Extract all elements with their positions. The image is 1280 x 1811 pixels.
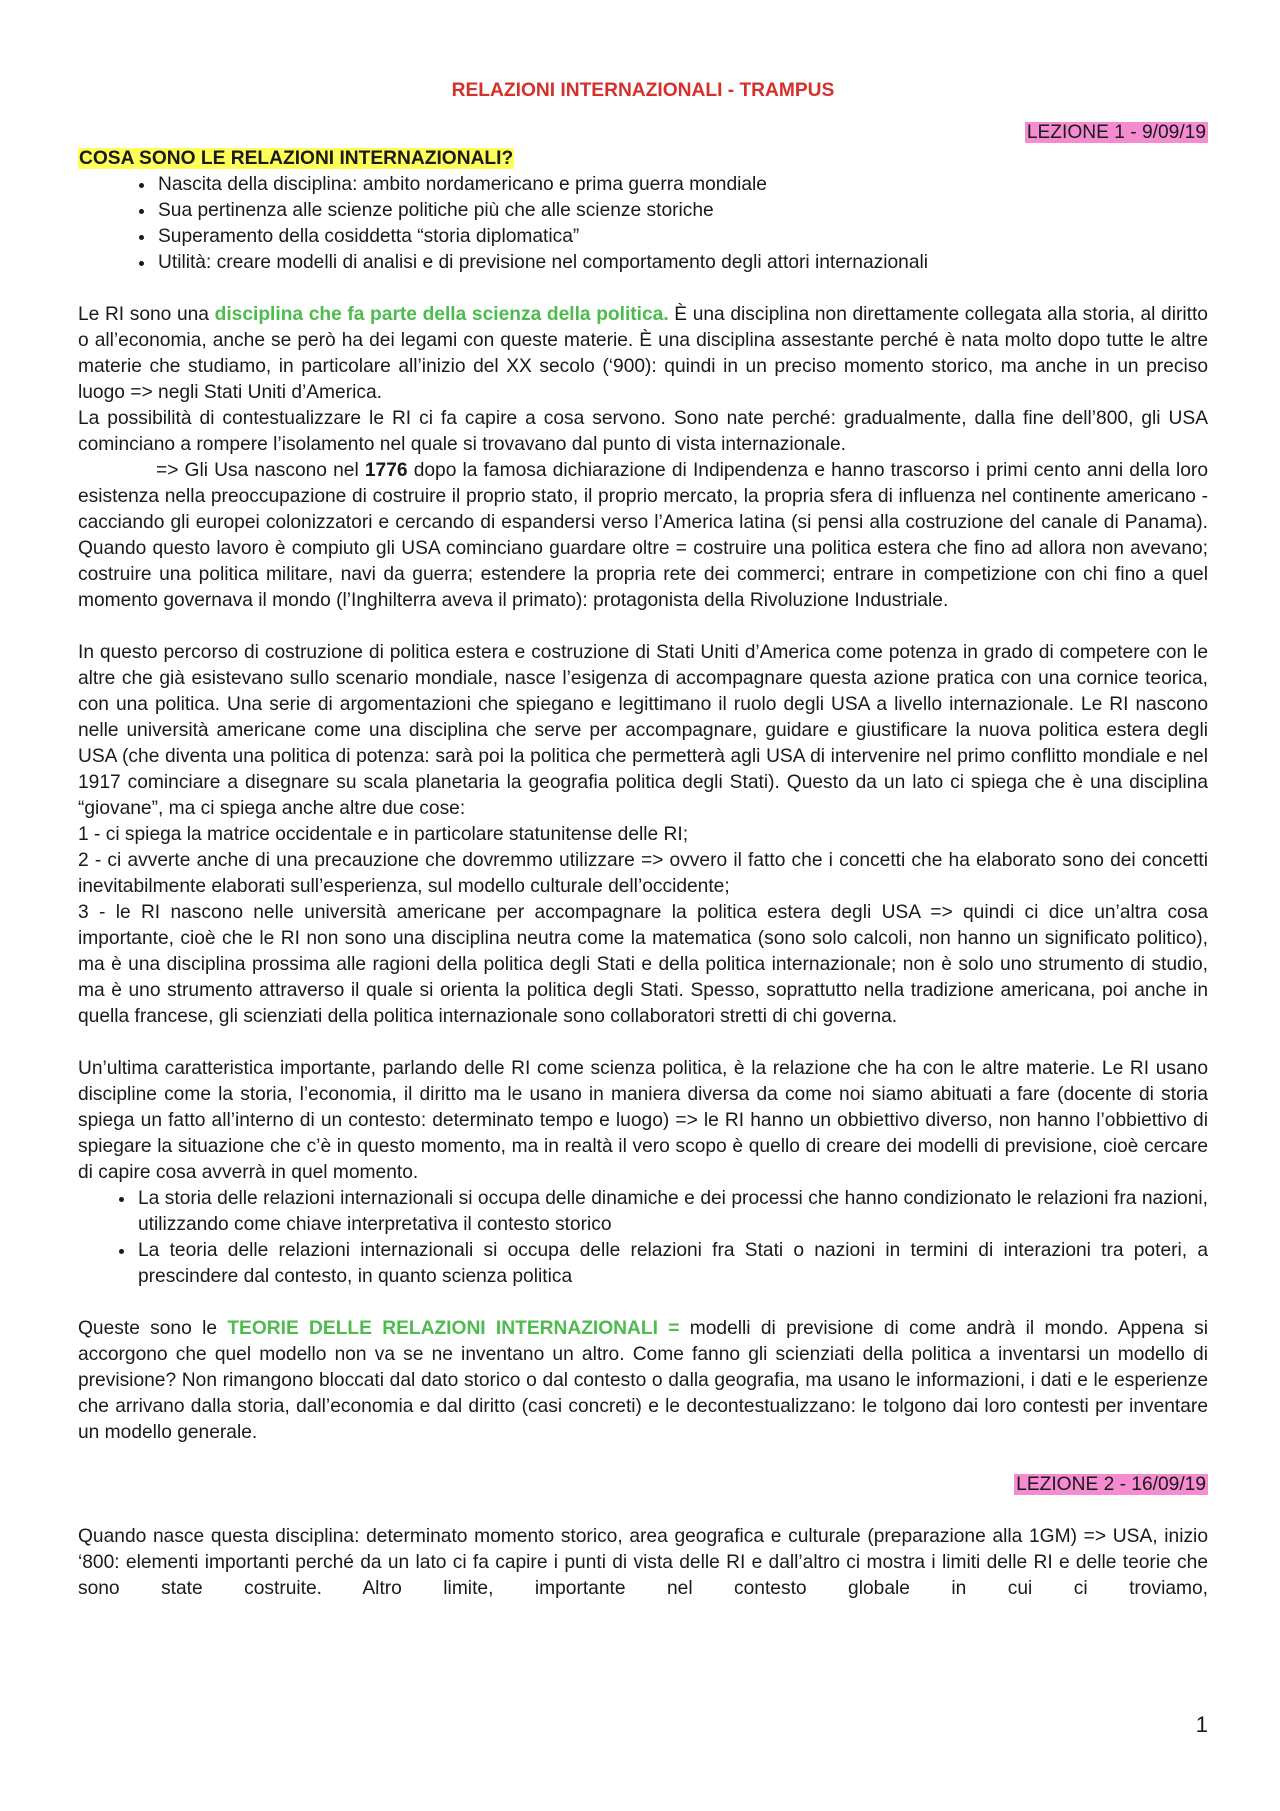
paragraph-point-3: 3 - le RI nascono nelle università americane per accompagnare la politica estera degli USA => quindi ci dice un’altra cosa importante, cioè che le RI non sono una disciplina neutra come la matematica (sono solo calcoli, non hanno un significato politico), ma è una disciplina prossima alle ragioni della politica degli Stati e della politica internazionale; non è solo uno strumento di studio, ma è uno strumento attraverso il quale si orienta la politica degli Stati. Spesso, soprattutto nella tradizione americana, poi anche in quella francese, gli scienziati della politica internazionale sono collaboratori stretti di chi governa. bbox=[78, 902, 1208, 1027]
text-run: modelli di previsione di come andrà il mondo. Appena si accorgono che quel modello non va se ne inventano un altro. Come fanno gli scienziati della politica a inventarsi un modello di previsione? Non rimangono bloccati dal dato storico o dal contesto o dalla geografia, ma usano le informazioni, i dati e le esperienze che arrivano dalla storia, dall’economia e dal diritto (casi concreti) e le decontestualizzano: le tolgono dai loro contesti per inventare un modello generale. bbox=[78, 1318, 1209, 1443]
paragraph-lesson-2: Quando nasce questa disciplina: determinato momento storico, area geografica e culturale (preparazione alla 1GM) => USA, inizio ‘800: elementi importanti perché da un lato ci fa capire i punti di vista delle RI e dall’altro ci mostra i limiti delle RI e delle teorie che sono state costruite. Altro limite, importante nel contesto globale in cui ci troviamo, bbox=[78, 1526, 1208, 1599]
lesson-1-row bbox=[78, 120, 1208, 146]
paragraph-other-disciplines: Un’ultima caratteristica importante, parlando delle RI come scienza politica, è la relazione che ha con le altre materie. Le RI usano discipline come la storia, l’economia, il diritto ma le usano in maniera diversa da come noi siamo abituati a fare (docente di storia spiega un fatto all’interno di un contesto: determinato tempo e luogo) => le RI hanno un obbiettivo diverso, non hanno l’obbiettivo di spiegare la situazione che c’è in questo momento, ma in realtà il vero scopo è quello di creare dei modelli di previsione, cioè cercare di capire cosa avverrà in quel momento. bbox=[78, 1058, 1208, 1183]
bold-year: 1776 bbox=[364, 460, 408, 481]
history-theory-bullet-list bbox=[78, 1186, 1208, 1290]
highlight-green-text: disciplina che fa parte della scienza della politica. bbox=[214, 304, 669, 325]
spacer bbox=[78, 1030, 1208, 1056]
page-number: 1 bbox=[1195, 1712, 1208, 1737]
spacer bbox=[78, 1290, 1208, 1316]
document-page bbox=[78, 78, 1208, 1602]
list-item: • La teoria delle relazioni internazionali si occupa delle relazioni fra Stati o nazioni in termini di interazioni tra poteri, a prescindere dal contesto, in quanto scienza politica bbox=[136, 1238, 1208, 1290]
lesson-2-tag: LEZIONE 2 - 16/09/19 bbox=[1016, 1474, 1206, 1495]
list-item: • Nascita della disciplina: ambito nordamericano e prima guerra mondiale bbox=[156, 172, 1208, 198]
paragraph-usa-history bbox=[78, 458, 1208, 614]
paragraph-context: La possibilità di contestualizzare le RI ci fa capire a cosa servono. Sono nate perché: gradualmente, dalla fine dell’800, gli USA cominciano a rompere l’isolamento nel quale si trovavano dal punto di vista internazionale. bbox=[78, 408, 1208, 455]
text-run: dopo la famosa dichiarazione di Indipendenza e hanno trascorso i primi cento anni della loro esistenza nella preoccupazione di costruire il proprio stato, il proprio mercato, la propria sfera di influenza nel continente americano - cacciando gli europei colonizzatori e cercando di espandersi verso l’America latina (si pensi alla costruzione del canale di Panama). Quando questo lavoro è compiuto gli USA cominciano guardare oltre = costruire una politica estera che fino ad allora non avevano; costruire una politica militare, navi da guerra; estendere la propria rete dei commerci; entrare in competizione con chi fino a quel momento governava il mondo (l’Inghilterra aveva il primato): protagonista della Rivoluzione Industriale. bbox=[78, 460, 1208, 611]
section-heading-row bbox=[78, 146, 1208, 172]
paragraph-foreign-policy: In questo percorso di costruzione di politica estera e costruzione di Stati Uniti d’America come potenza in grado di competere con le altre che già esistevano sullo scenario mondiale, nasce l’esigenza di accompagnare questa azione pratica con una cornice teorica, con una politica. Una serie di argomentazioni che spiegano e legittimano il ruolo degli USA a livello internazionale. Le RI nascono nelle università americane come una disciplina che serve per accompagnare, guidare e giustificare la nuova politica estera degli USA (che diventa una politica di potenza: sarà poi la politica che permetterà agli USA di intervenire nel primo conflitto mondiale e nel 1917 cominciare a disegnare su scala planetaria la geografia politica degli Stati). Questo da un lato ci spiega che è una disciplina “giovane”, ma ci spiega anche altre due cose: bbox=[78, 642, 1208, 819]
document-title: RELAZIONI INTERNAZIONALI - TRAMPUS bbox=[451, 80, 835, 101]
list-item: • La storia delle relazioni internazionali si occupa delle dinamiche e dei processi che hanno condizionato le relazioni fra nazioni, utilizzando come chiave interpretativa il contesto storico bbox=[136, 1186, 1208, 1238]
list-item: • Superamento della cosiddetta “storia diplomatica” bbox=[156, 224, 1208, 250]
text-run: Le RI sono una bbox=[78, 304, 215, 325]
text-run: Queste sono le bbox=[78, 1318, 228, 1339]
highlight-green-text: TEORIE DELLE RELAZIONI INTERNAZIONALI = bbox=[227, 1318, 680, 1339]
paragraph-theories bbox=[78, 1316, 1208, 1446]
section-heading: COSA SONO LE RELAZIONI INTERNAZIONALI? bbox=[79, 148, 514, 169]
intro-bullet-list bbox=[78, 172, 1208, 276]
text-run: => Gli Usa nascono nel bbox=[156, 460, 365, 481]
lesson-1-tag: LEZIONE 1 - 9/09/19 bbox=[1026, 122, 1206, 143]
list-item: • Utilità: creare modelli di analisi e di previsione nel comportamento degli attori internazionali bbox=[156, 250, 1208, 276]
spacer bbox=[78, 1446, 1208, 1472]
spacer bbox=[78, 614, 1208, 640]
lesson-2-row bbox=[78, 1472, 1208, 1498]
text-run: È una disciplina non direttamente collegata alla storia, al diritto o all’economia, anche se però ha dei legami con queste materie. È una disciplina assestante perché è nata molto dopo tutte le altre materie che studiamo, in particolare all’inizio del XX secolo (‘900): quindi in un preciso momento storico, ma anche in un preciso luogo => negli Stati Uniti d’America. bbox=[78, 304, 1208, 403]
spacer bbox=[78, 276, 1208, 302]
list-item: • Sua pertinenza alle scienze politiche più che alle scienze storiche bbox=[156, 198, 1208, 224]
paragraph-point-1: 1 - ci spiega la matrice occidentale e in particolare statunitense delle RI; bbox=[78, 824, 689, 845]
paragraph-definition bbox=[78, 302, 1208, 406]
spacer bbox=[78, 1498, 1208, 1524]
paragraph-point-2: 2 - ci avverte anche di una precauzione che dovremmo utilizzare => ovvero il fatto che i concetti che ha elaborato sono dei concetti inevitabilmente elaborati sull’esperienza, sul modello culturale dell’occidente; bbox=[78, 850, 1208, 897]
